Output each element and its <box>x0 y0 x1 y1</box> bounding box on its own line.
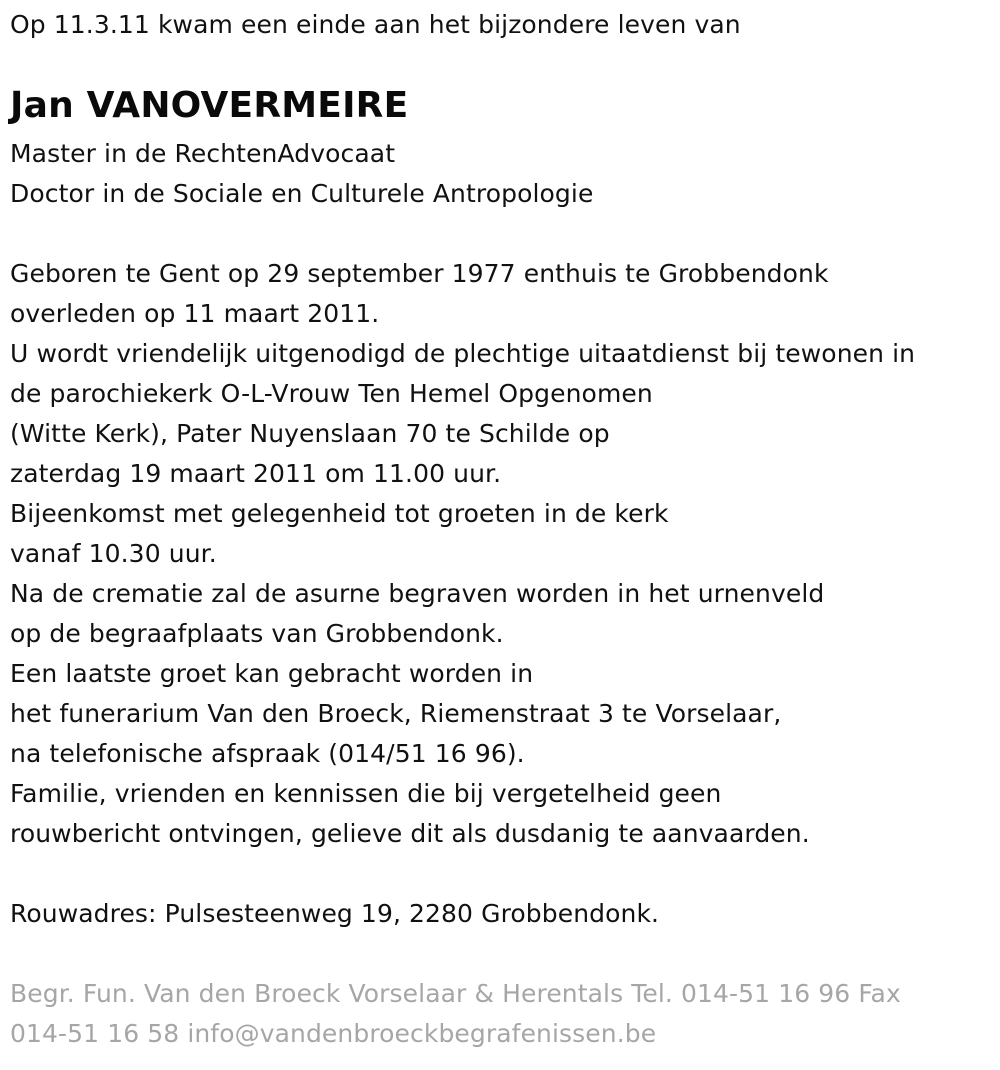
deceased-name: Jan VANOVERMEIRE <box>10 85 409 126</box>
body-line: het funerarium Van den Broeck, Riemenstraat 3 te Vorselaar, <box>10 699 782 728</box>
body-line: vanaf 10.30 uur. <box>10 539 217 568</box>
body-line: Geboren te Gent op 29 september 1977 enthuis te Grobbendonk <box>10 259 829 288</box>
body-line: (Witte Kerk), Pater Nuyenslaan 70 te Schilde op <box>10 419 610 448</box>
obituary-body <box>10 254 915 854</box>
intro-line: Op 11.3.11 kwam een einde aan het bijzondere leven van <box>10 10 741 39</box>
title-line: Master in de RechtenAdvocaat <box>10 139 396 168</box>
mourning-address: Rouwadres: Pulsesteenweg 19, 2280 Grobbendonk. <box>10 899 660 928</box>
body-line: de parochiekerk O-L-Vrouw Ten Hemel Opgenomen <box>10 379 653 408</box>
footer-line: 014-51 16 58 info@vandenbroeckbegrafenissen.be <box>10 1019 657 1048</box>
body-line: Na de crematie zal de asurne begraven worden in het urnenveld <box>10 579 825 608</box>
body-line: overleden op 11 maart 2011. <box>10 299 380 328</box>
title-line: Doctor in de Sociale en Culturele Antropologie <box>10 179 594 208</box>
body-line: zaterdag 19 maart 2011 om 11.00 uur. <box>10 459 502 488</box>
academic-titles <box>10 134 593 214</box>
body-line: na telefonische afspraak (014/51 16 96). <box>10 739 525 768</box>
footer-line: Begr. Fun. Van den Broeck Vorselaar & Herentals Tel. 014-51 16 96 Fax <box>10 979 901 1008</box>
body-line: Familie, vrienden en kennissen die bij vergetelheid geen <box>10 779 722 808</box>
body-line: rouwbericht ontvingen, gelieve dit als dusdanig te aanvaarden. <box>10 819 810 848</box>
body-line: U wordt vriendelijk uitgenodigd de plechtige uitaatdienst bij tewonen in <box>10 339 916 368</box>
funeral-home-footer <box>10 974 901 1054</box>
body-line: Een laatste groet kan gebracht worden in <box>10 659 534 688</box>
body-line: Bijeenkomst met gelegenheid tot groeten in de kerk <box>10 499 669 528</box>
body-line: op de begraafplaats van Grobbendonk. <box>10 619 504 648</box>
